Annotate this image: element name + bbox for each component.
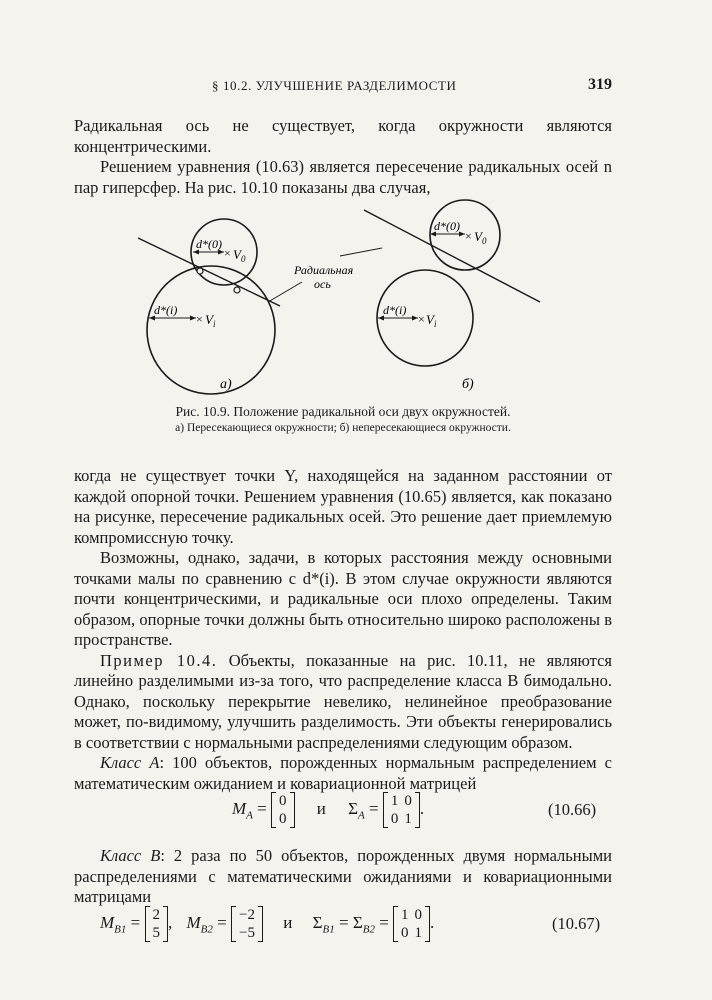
label-d0-b: d*(0): [434, 219, 460, 233]
eq2-cov-matrix: [393, 906, 430, 942]
label-v0-a: V: [233, 247, 241, 262]
label-times-vi-b: ×: [418, 312, 425, 326]
eq2-s1-label: Σ: [312, 912, 323, 932]
label-v0-sub-a: 0: [241, 254, 246, 264]
paragraph-5: [74, 651, 612, 754]
eq1-m-0: 0: [279, 793, 287, 809]
eq2-s-01: 0: [414, 907, 423, 923]
paragraph-5-body: Объекты, показанные на рис. 10.11, не являются линейно разделимыми из-за того, что распределение класса B бимодально. Однако, поскольку перекрытие невелико, нелинейное преобразование может, по-видимому, улучшить разделимость. Эти объекты генерировались в соответствии с нормальными распределениями следующим образом.: [74, 650, 612, 752]
label-times-v0-a: ×: [224, 246, 231, 260]
paragraph-7: [74, 846, 612, 908]
label-v0-sub-b: 0: [482, 236, 487, 246]
eq2-mean1-matrix: [145, 906, 169, 942]
radical-axis-label-line2: ось: [314, 277, 331, 291]
eq1-s-01: 0: [404, 793, 412, 809]
paragraph-2: Решением уравнения (10.63) является пересечение радикальных осей n пар гиперсфер. На рис. 10.10 показаны два случая,: [74, 157, 612, 197]
figure-subcaption: а) Пересекающиеся окружности; б) непересекающиеся окружности.: [175, 422, 511, 434]
equation-10-67: $M_{B1}$ = 2 5 , $M_{B2}$ = −2 −5 и $\Sigma_{B1} = \Sigma_{B2}$ = 1 0 0 1 .: [100, 907, 435, 941]
label-vi-b: V: [426, 312, 434, 327]
eq1-s-sub: A: [358, 809, 365, 822]
equation-10-66: $M_A$ = 0 0 и $\Sigma_A$ = 1 0 0 1 .: [232, 793, 425, 827]
eq2-s-11: 1: [414, 925, 423, 941]
paragraph-6-body: : 100 объектов, порожденных нормальным распределением с математическим ожиданием и ковариационной матрицей: [74, 753, 612, 793]
circle-large-a: [147, 266, 275, 394]
page-number: 319: [588, 76, 612, 93]
label-d0-a: d*(0): [196, 237, 222, 251]
eq2-m1-0: 2: [152, 907, 160, 923]
intersection-point-2: [234, 287, 240, 293]
radical-axis-leader-a: [268, 282, 302, 302]
eq1-and: и: [316, 798, 326, 818]
eq2-m2-0: −2: [239, 907, 255, 923]
eq1-s-label: Σ: [348, 798, 359, 818]
eq2-s-00: 1: [401, 907, 409, 923]
eq1-m-label: M: [232, 798, 247, 818]
text-block-middle: [74, 466, 612, 794]
eq2-and: и: [283, 912, 293, 932]
eq2-s2-label: Σ: [352, 912, 363, 932]
eq2-s-10: 0: [401, 925, 409, 941]
label-vi-a: V: [205, 312, 213, 327]
running-header: [72, 78, 612, 102]
label-v0-b: V: [474, 229, 482, 244]
eq1-cov-matrix: [383, 792, 420, 828]
class-a-label: Класс A: [100, 753, 160, 772]
eq1-s-00: 1: [390, 793, 399, 809]
eq2-s2-sub: B2: [362, 923, 375, 936]
eq1-s-11: 1: [404, 811, 412, 827]
paragraph-3: когда не существует точки Y, находящейся на заданном расстоянии от каждой опорной точки. Решением уравнения (10.65) является, как показано на рисунке, пересечение радикальных осей. Это решение дает приемлемую компромиссную точку.: [74, 466, 612, 547]
label-di-a: d*(i): [154, 303, 178, 317]
label-times-vi-a: ×: [196, 312, 203, 326]
eq2-m1-sub: B1: [114, 923, 127, 936]
eq2-m1-label: M: [100, 912, 115, 932]
class-b-label: Класс B: [100, 846, 161, 865]
equation-number-10-66: (10.66): [548, 800, 597, 819]
eq2-m2-label: M: [186, 912, 201, 932]
figure-caption: Рис. 10.9. Положение радикальной оси двух окружностей.: [175, 404, 511, 419]
paragraph-6: [74, 753, 612, 794]
paragraph-7-body: : 2 раза по 50 объектов, порожденных двумя нормальными распределениями с математическими ожиданиями и ковариационными матрицами: [74, 846, 612, 906]
label-times-v0-b: ×: [465, 229, 472, 243]
radical-axis-leader-b: [340, 248, 382, 256]
paragraph-4: Возможны, однако, задачи, в которых расстояния между основными точками малы по сравнению с d*(i). В этом случае окружности являются почти концентрическими, и радикальные оси плохо определены. Таким образом, опорные точки должны быть относительно широко расположены в пространстве.: [74, 548, 612, 649]
eq2-mean2-matrix: [231, 906, 263, 942]
sublabel-b: б): [462, 377, 474, 392]
text-block-bottom: [74, 846, 612, 908]
eq1-m-1: 0: [279, 811, 287, 827]
eq1-s-10: 0: [390, 811, 399, 827]
eq2-s1-sub: B1: [322, 923, 335, 936]
eq2-m1-1: 5: [152, 925, 160, 941]
radical-axis-label: Радиальная: [294, 263, 354, 277]
label-vi-sub-a: i: [213, 319, 216, 329]
label-di-b: d*(i): [383, 303, 407, 317]
eq2-m2-1: −5: [239, 925, 255, 941]
eq2-m2-sub: B2: [200, 923, 213, 936]
paragraph-1: Радикальная ось не существует, когда окружности являются концентрическими.: [74, 116, 612, 156]
intersection-point-1: [197, 268, 203, 274]
label-vi-sub-b: i: [434, 319, 437, 329]
equation-number-10-67: (10.67): [552, 914, 601, 933]
sublabel-a: а): [220, 377, 232, 392]
example-label: Пример 10.4.: [100, 650, 218, 670]
eq1-mean-matrix: [271, 792, 295, 828]
text-block-top: [74, 116, 612, 198]
eq1-m-sub: A: [246, 809, 253, 822]
section-title: § 10.2. УЛУЧШЕНИЕ РАЗДЕЛИМОСТИ: [212, 78, 457, 93]
